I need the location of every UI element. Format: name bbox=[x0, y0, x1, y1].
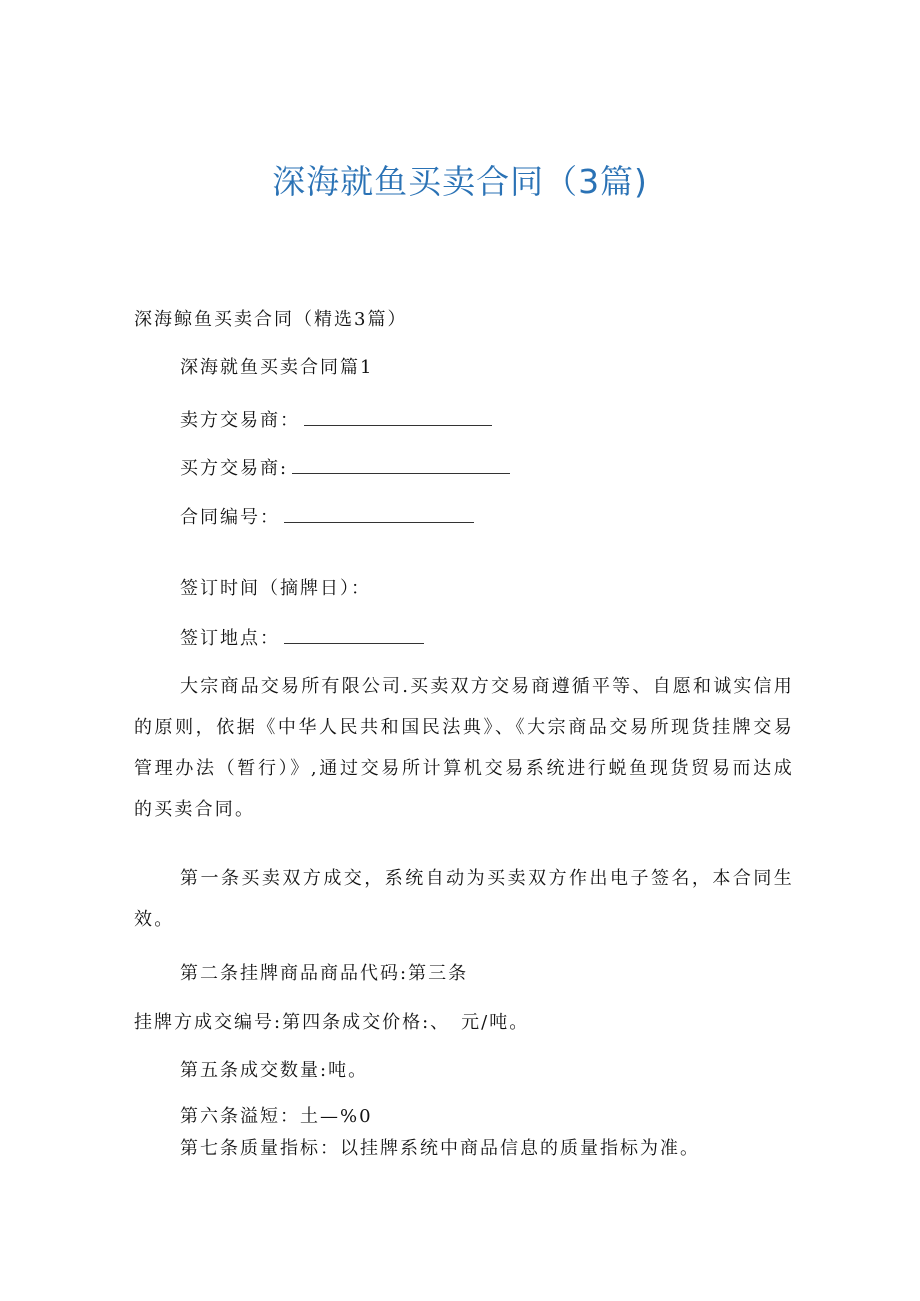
document-title: 深海就鱼买卖合同（3篇) bbox=[272, 162, 648, 201]
article-1: 第一条买卖双方成交，系统自动为买卖双方作出电子签名，本合同生效。 bbox=[134, 868, 794, 930]
section-heading: 深海就鱼买卖合同篇1 bbox=[180, 357, 374, 378]
buyer-blank bbox=[292, 455, 510, 474]
signing-time-row: 签订时间（摘牌日）： bbox=[180, 578, 371, 599]
article-5: 第五条成交数量:吨。 bbox=[180, 1060, 369, 1081]
buyer-row bbox=[180, 455, 510, 480]
contract-no-row bbox=[180, 504, 474, 529]
intro-paragraph: 大宗商品交易所有限公司.买卖双方交易商遵循平等、自愿和诚实信用的原则，依据《中华人民共和国民法典》、《大宗商品交易所现货挂牌交易管理办法（暂行）》,通过交易所计算机交易系统进行蜕鱼现货贸易而达成的买卖合同。 bbox=[134, 676, 794, 820]
document-subtitle: 深海鲸鱼买卖合同（精选3篇） bbox=[134, 309, 408, 330]
buyer-label: 买方交易商: bbox=[180, 458, 289, 479]
seller-blank bbox=[304, 407, 492, 426]
signing-place-row bbox=[180, 625, 424, 650]
contract-no-blank bbox=[284, 504, 474, 523]
seller-label: 卖方交易商： bbox=[180, 410, 300, 431]
seller-row bbox=[180, 407, 492, 432]
contract-no-label: 合同编号： bbox=[180, 507, 280, 528]
article-7: 第七条质量指标：以挂牌系统中商品信息的质量指标为准。 bbox=[180, 1138, 700, 1159]
article-3-4: 挂牌方成交编号:第四条成交价格:、 元/吨。 bbox=[134, 1012, 530, 1033]
article-6: 第六条溢短：土—%0 bbox=[180, 1106, 373, 1127]
signing-place-blank bbox=[284, 625, 424, 644]
article-2: 第二条挂牌商品商品代码:第三条 bbox=[180, 963, 469, 984]
signing-place-label: 签订地点： bbox=[180, 628, 280, 649]
